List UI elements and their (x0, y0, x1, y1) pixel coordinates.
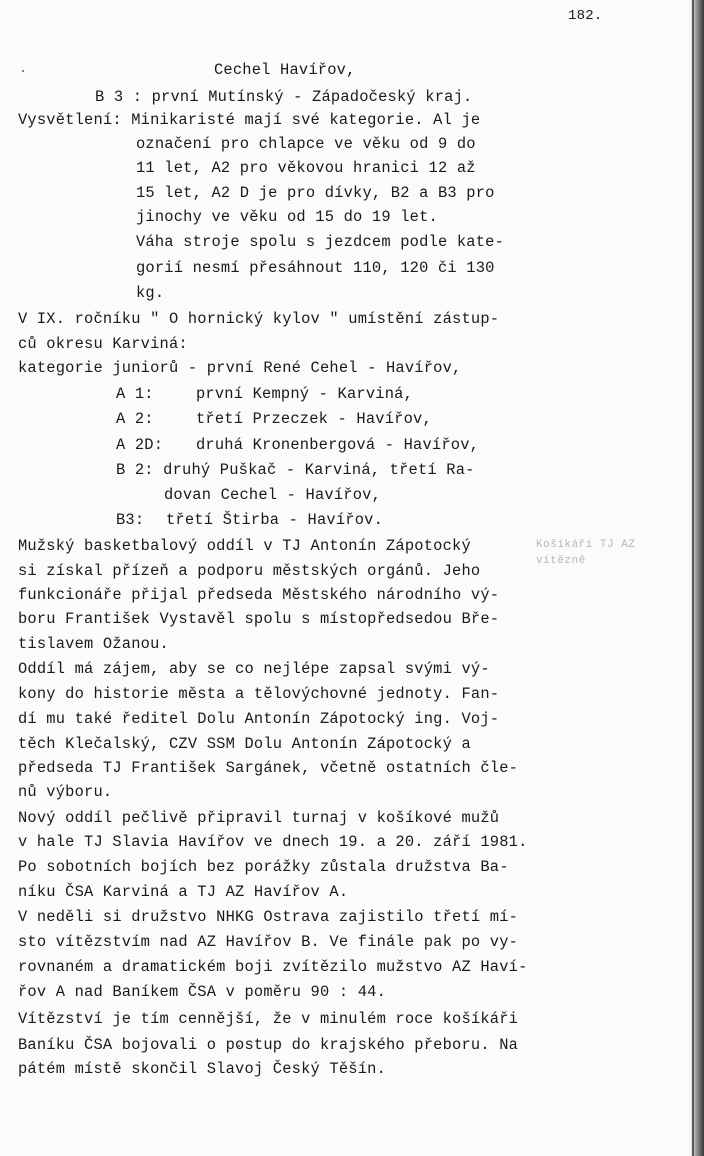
text-line: tislavem Ožanou. (18, 635, 169, 653)
category-label: A 1: (116, 385, 154, 403)
text-line: B 2: druhý Puškač - Karviná, třetí Ra- (116, 461, 475, 479)
text-line: sto vítězstvím nad AZ Havířov B. Ve finále pak po vy- (18, 933, 519, 951)
text-line: v hale TJ Slavia Havířov ve dnech 19. a 20. září 1981. (18, 833, 528, 851)
text-line: ců okresu Karviná: (18, 335, 188, 353)
margin-note: Košíkáři TJ AZ (536, 539, 636, 551)
text-line: gorií nesmí přesáhnout 110, 120 či 130 (136, 259, 495, 277)
text-line: třetí Przeczek - Havířov, (196, 410, 432, 428)
text-line: řov A nad Baníkem ČSA v poměru 90 : 44. (18, 983, 386, 1001)
text-line: 15 let, A2 D je pro dívky, B2 a B3 pro (136, 184, 495, 202)
text-line: V neděli si družstvo NHKG Ostrava zajistilo třetí mí- (18, 908, 519, 926)
text-line: druhá Kronenbergová - Havířov, (196, 436, 480, 454)
text-line: kategorie juniorů - první René Cehel - Havířov, (18, 359, 462, 377)
text-line: rovnaném a dramatickém boji zvítězilo mužstvo AZ Haví- (18, 958, 528, 976)
text-line: boru František Vystavěl spolu s místopředsedou Bře- (18, 610, 500, 628)
text-line: Nový oddíl pečlivě připravil turnaj v košíkové mužů (18, 809, 500, 827)
speck (22, 70, 24, 72)
text-line: níku ČSA Karviná a TJ AZ Havířov A. (18, 883, 349, 901)
category-label: B3: (116, 511, 145, 529)
text-line: první Kempný - Karviná, (196, 385, 414, 403)
page-edge-shadow (690, 0, 704, 1156)
page-number: 182. (568, 8, 603, 24)
text-line: Po sobotních bojích bez porážky zůstala družstva Ba- (18, 858, 509, 876)
text-line: B 3 : první Mutínský - Západočeský kraj. (95, 88, 473, 106)
text-line: jinochy ve věku od 15 do 19 let. (136, 208, 438, 226)
text-line: třetí Štirba - Havířov. (166, 511, 384, 529)
text-line: Mužský basketbalový oddíl v TJ Antonín Zápotocký (18, 537, 471, 555)
text-line: označení pro chlapce ve věku od 9 do (136, 135, 476, 153)
text-line: kg. (136, 284, 165, 302)
text-line: Váha stroje spolu s jezdcem podle kate- (136, 233, 504, 251)
text-line: kony do historie města a tělovýchovné jednoty. Fan- (18, 685, 500, 703)
margin-note: vítězně (536, 555, 586, 567)
text-line: Vítězství je tím cennější, že v minulém roce košíkáři (18, 1010, 519, 1028)
text-line: funkcionáře přijal předseda Městského národního vý- (18, 586, 500, 604)
text-line: Cechel Havířov, (214, 61, 356, 79)
category-label: A 2D: (116, 436, 164, 454)
text-line: V IX. ročníku " O hornický kylov " umístění zástup- (18, 310, 500, 328)
text-line: Oddíl má zájem, aby se co nejlépe zapsal svými vý- (18, 660, 490, 678)
text-line: si získal přízeň a podporu městských orgánů. Jeho (18, 562, 481, 580)
text-line: Vysvětlení: Minikaristé mají své kategorie. Al je (18, 111, 481, 129)
text-line: dovan Cechel - Havířov, (164, 486, 382, 504)
text-line: nů výboru. (18, 783, 113, 801)
category-label: A 2: (116, 410, 154, 428)
text-line: Baníku ČSA bojovali o postup do krajského přeboru. Na (18, 1036, 519, 1054)
text-line: těch Klečalský, CZV SSM Dolu Antonín Zápotocký a (18, 735, 471, 753)
text-line: předseda TJ František Sargánek, včetně ostatních čle- (18, 759, 519, 777)
text-line: dí mu také ředitel Dolu Antonín Zápotocký ing. Voj- (18, 710, 500, 728)
text-line: 11 let, A2 pro věkovou hranici 12 až (136, 159, 476, 177)
text-line: pátém místě skončil Slavoj Český Těšín. (18, 1060, 386, 1078)
